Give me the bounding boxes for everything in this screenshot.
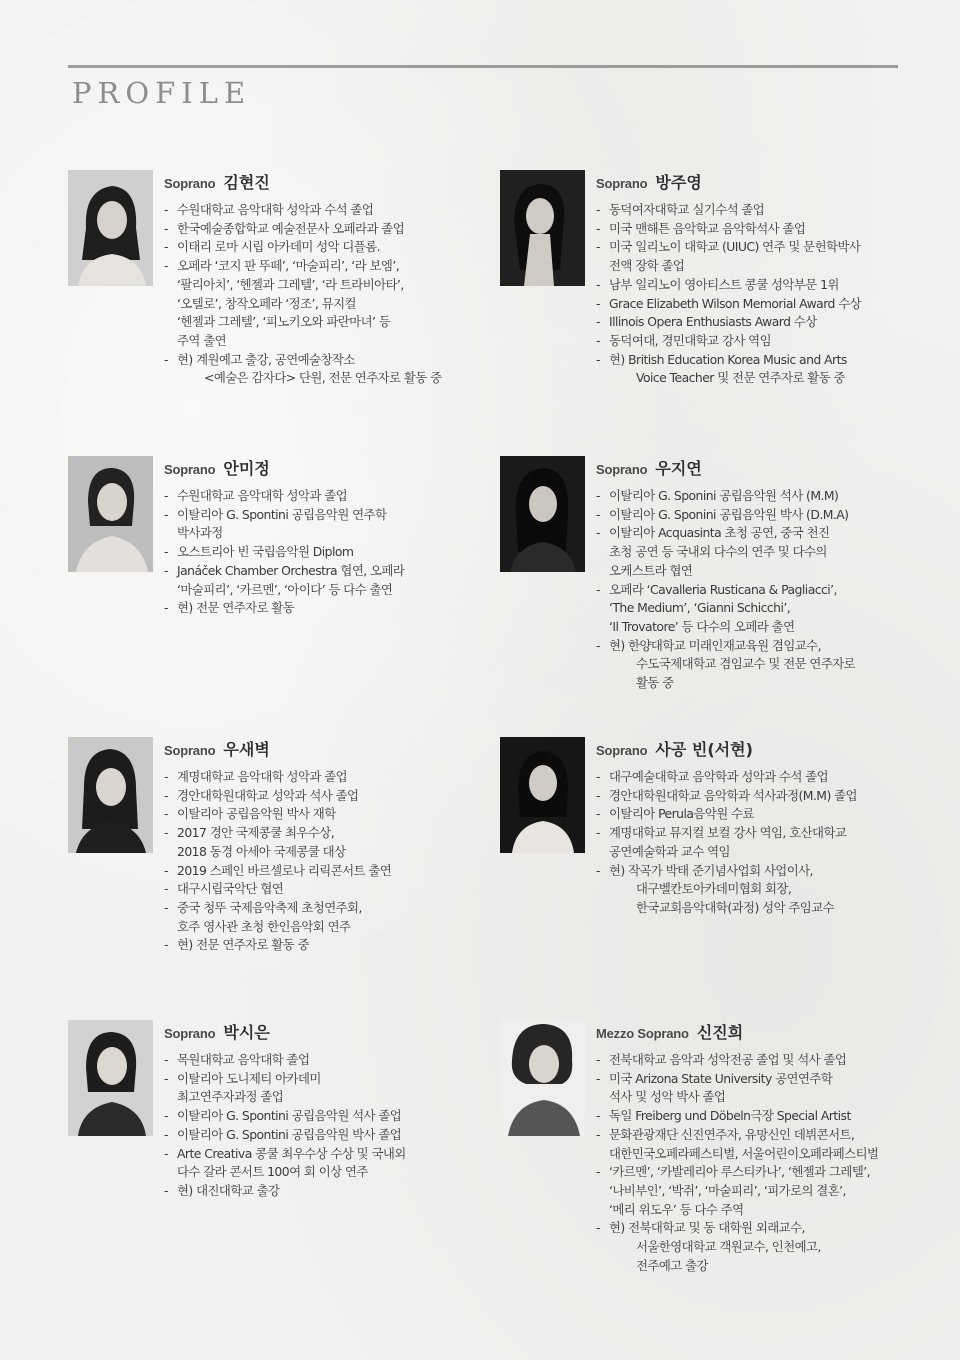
career-item [164,1126,484,1145]
career-line: - 미국 Arizona State University 공연연주학 [609,1070,833,1086]
career-item [164,899,484,936]
portrait-image [68,456,153,572]
career-item [596,805,916,824]
name-line [164,456,484,482]
career-item [164,238,484,257]
career-list [164,487,484,618]
performer-name: 김현진 [223,173,270,192]
career-line: - 계명대학교 뮤지컬 보컬 강사 역임, 호산대학교 [609,825,847,841]
career-list [164,201,484,388]
portrait-image [68,1020,153,1136]
career-item [164,351,484,388]
career-line: ‘The Medium’, ‘Gianni Schicchi’, [609,600,791,616]
career-line: 전주예고 출강 [636,1257,708,1273]
career-item [596,524,916,580]
career-list [596,201,916,388]
career-line: 2018 동경 아세아 국제콩쿨 대상 [177,843,346,859]
portrait-photo [500,456,585,572]
career-line: - 한국예술종합학교 예술전문사 오페라과 졸업 [177,220,405,236]
career-line: - 수원대학교 음악대학 성악과 졸업 [177,488,348,503]
career-line: - 수원대학교 음악대학 성악과 수석 졸업 [177,202,374,217]
career-line: - 오페라 ‘Cavalleria Rusticana & Pagliacci’, [609,581,837,597]
career-item [164,257,484,351]
career-line: 호주 영사관 초청 한인음악회 연주 [177,918,351,934]
portrait-image [68,737,153,853]
career-item [164,862,484,881]
name-line [596,1020,926,1046]
career-line: - 현) British Education Korea Music and Arts [609,351,847,367]
career-line: - 현) 전문 연주자로 활동 [177,600,295,616]
career-line: - 이탈리아 Perula음악원 수료 [609,806,754,822]
voice-type: Soprano [164,176,216,191]
performer-name: 박시은 [223,1023,270,1042]
career-item [596,276,916,295]
performer-name: 우새벽 [223,740,270,759]
performer-name: 신진희 [696,1023,744,1042]
career-item [164,543,484,562]
career-line: - 이탈리아 G. Sponini 공립음악원 석사 (M.M) [609,488,839,503]
portrait-photo [68,456,153,572]
career-item [596,220,916,239]
career-item [596,506,916,525]
career-item [596,1070,926,1107]
portrait-photo [68,1020,153,1136]
career-line: - 대구시립국악단 협연 [177,881,284,897]
career-item [596,1107,926,1126]
voice-type: Soprano [164,743,216,758]
career-item [164,787,484,806]
name-line [164,170,484,196]
name-line [596,170,916,196]
career-line: - 이탈리아 Acquasinta 초청 공연, 중국 천진 [609,525,830,541]
career-item [596,1126,926,1163]
career-list [596,768,916,918]
career-line: 오케스트라 협연 [609,562,693,578]
career-line: Voice Teacher 및 전문 연주자로 활동 중 [636,370,845,386]
career-line: ‘Il Trovatore’ 등 다수의 오페라 출연 [609,618,795,634]
top-rule [68,65,898,68]
career-item [596,487,916,506]
career-line: <예술은 감자다> 단원, 전문 연주자로 활동 중 [204,370,442,386]
career-item [596,1219,926,1275]
career-line: ‘팔리아치’, ‘헨젤과 그레텔’, ‘라 트라비아타’, [177,276,404,292]
career-item [596,238,916,275]
name-line [596,737,916,763]
career-line: - 이탈리아 G. Sponini 공립음악원 박사 (D.M.A) [609,506,849,522]
career-item [596,1051,926,1070]
career-line: - 미국 맨해튼 음악학교 음악학석사 졸업 [609,220,806,236]
career-line: - Arte Creativa 콩쿨 최우수상 수상 및 국내외 [177,1145,406,1161]
career-line: - Grace Elizabeth Wilson Memorial Award 수상 [609,295,862,311]
career-line: - Illinois Opera Enthusiasts Award 수상 [609,314,817,330]
career-item [596,351,916,388]
career-item [164,880,484,899]
career-item [596,787,916,806]
career-item [164,805,484,824]
career-line: 전액 장학 졸업 [609,258,685,274]
career-line: - 이탈리아 G. Spontini 공립음악원 석사 졸업 [177,1108,402,1124]
career-line: - 이탈리아 도니제티 아카데미 [177,1070,321,1086]
career-line: - 경안대학원대학교 음악학과 석사과정(M.M) 졸업 [609,787,857,803]
career-line: 활동 중 [636,675,674,691]
page-title: PROFILE [72,76,252,110]
career-line: ‘오텔로’, 창작오페라 ‘정조’, 뮤지컬 [177,295,356,311]
career-item [596,295,916,314]
career-line: - 현) 계원예고 출강, 공연예술창작소 [177,351,355,367]
career-item [596,581,916,637]
career-item [596,201,916,220]
career-item [164,487,484,506]
career-item [164,824,484,861]
career-item [164,599,484,618]
career-line: - 남부 일리노이 영아티스트 콩쿨 성악부문 1위 [609,276,839,292]
career-line: - 중국 청뚜 국제음악축제 초청연주회, [177,899,362,915]
career-line: - 동덕여대, 경민대학교 강사 역임 [609,332,772,348]
voice-type: Soprano [596,462,648,477]
career-list [164,1051,484,1201]
career-item [164,1145,484,1182]
career-line: - 현) 한양대학교 미래인재교육원 겸임교수, [609,637,821,653]
portrait-image [500,456,585,572]
voice-type: Soprano [596,743,648,758]
career-line: - 이탈리아 공립음악원 박사 재학 [177,806,336,822]
portrait-image [68,170,153,286]
career-item [164,562,484,599]
career-line: ‘마술피리’, ‘카르멘’, ‘아이다’ 등 다수 출연 [177,581,393,597]
career-line: ‘메리 위도우’ 등 다수 주역 [609,1201,744,1217]
performer-name: 사공 빈(서현) [655,740,753,759]
performer-name: 우지연 [655,459,702,478]
career-line: 수도국제대학교 겸임교수 및 전문 연주자로 [636,656,856,672]
career-item [596,313,916,332]
career-item [596,637,916,693]
portrait-image [500,170,585,286]
voice-type: Soprano [596,176,648,191]
portrait-photo [500,1020,585,1136]
career-line: - 동덕여자대학교 실기수석 졸업 [609,202,765,217]
career-line: - 오페라 ‘코지 판 뚜떼’, ‘마술피리’, ‘라 보엠’, [177,258,400,274]
voice-type: Mezzo Soprano [596,1026,689,1041]
career-line: - 목원대학교 음악대학 졸업 [177,1052,310,1067]
career-item [164,1070,484,1107]
career-item [164,220,484,239]
career-line: - 독일 Freiberg und Döbeln극장 Special Artist [609,1108,851,1124]
career-line: 다수 갈라 콘서트 100여 회 이상 연주 [177,1164,368,1180]
career-line: 석사 및 성악 박사 졸업 [609,1089,726,1105]
career-line: - 이태리 로마 시립 아카데미 성악 디플롬. [177,239,381,255]
career-line: - Janáček Chamber Orchestra 협연, 오페라 [177,562,405,578]
career-line: 대한민국오페라페스티벌, 서울어린이오페라페스티벌 [609,1145,879,1161]
name-line [164,1020,484,1046]
name-line [164,737,484,763]
career-line: - 오스트리아 빈 국립음악원 Diplom [177,544,354,560]
career-item [164,1182,484,1201]
career-item [164,768,484,787]
career-line: - 문화관광재단 신진연주자, 유망신인 데뷔콘서트, [609,1126,855,1142]
portrait-image [500,737,585,853]
career-line: - 현) 전문 연주자로 활동 중 [177,937,310,953]
career-line: - 현) 대진대학교 출강 [177,1182,280,1198]
career-item [164,1051,484,1070]
performer-name: 방주영 [655,173,702,192]
career-item [164,1107,484,1126]
career-item [596,824,916,861]
career-line: 주역 출연 [177,332,227,348]
portrait-photo [68,170,153,286]
career-item [596,768,916,787]
performer-name: 안미정 [223,459,270,478]
career-list [596,487,916,693]
career-line: - 계명대학교 음악대학 성악과 졸업 [177,769,348,784]
career-line: - ‘카르멘’, ‘카발레리아 루스티카나’, ‘헨젤과 그레텔’, [609,1164,871,1180]
career-item [596,862,916,918]
career-line: - 2019 스페인 바르셀로나 리릭콘서트 출연 [177,862,392,878]
portrait-photo [68,737,153,853]
career-line: ‘헨젤과 그레텔’, ‘피노키오와 파란마녀’ 등 [177,314,391,330]
career-line: - 2017 경안 국제콩쿨 최우수상, [177,825,335,841]
career-item [164,201,484,220]
career-line: 박사과정 [177,525,223,541]
career-line: - 전북대학교 음악과 성악전공 졸업 및 석사 졸업 [609,1052,847,1067]
career-line: 최고연주자과정 졸업 [177,1089,284,1105]
career-line: 서울한영대학교 객원교수, 인천예고, [636,1239,821,1255]
career-item [164,506,484,543]
career-line: - 현) 작곡가 박태 준기념사업회 사업이사, [609,862,813,878]
career-item [596,332,916,351]
voice-type: Soprano [164,1026,216,1041]
career-line: 초청 공연 등 국내외 다수의 연주 및 다수의 [609,544,827,560]
career-line: 한국교회음악대학(과정) 성악 주임교수 [636,899,835,915]
portrait-image [500,1020,585,1136]
career-line: 공연예술학과 교수 역임 [609,843,730,859]
voice-type: Soprano [164,462,216,477]
portrait-photo [500,170,585,286]
career-line: - 미국 일리노이 대학교 (UIUC) 연주 및 문헌학박사 [609,239,861,255]
career-line: - 현) 전북대학교 및 동 대학원 외래교수, [609,1220,805,1236]
career-line: - 경안대학원대학교 성악과 석사 졸업 [177,787,359,803]
career-line: 대구벨칸토아카데미협회 회장, [636,881,792,897]
portrait-photo [500,737,585,853]
career-item [164,936,484,955]
career-line: - 이탈리아 G. Spontini 공립음악원 박사 졸업 [177,1126,402,1142]
career-list [164,768,484,955]
career-list [596,1051,926,1275]
career-line: - 이탈리아 G. Spontini 공립음악원 연주학 [177,506,387,522]
career-line: ‘나비부인’, ‘박쥐’, ‘마술피리’, ‘피가로의 결혼’, [609,1182,846,1198]
name-line [596,456,916,482]
career-line: - 대구예술대학교 음악학과 성악과 수석 졸업 [609,769,829,784]
career-item [596,1163,926,1219]
